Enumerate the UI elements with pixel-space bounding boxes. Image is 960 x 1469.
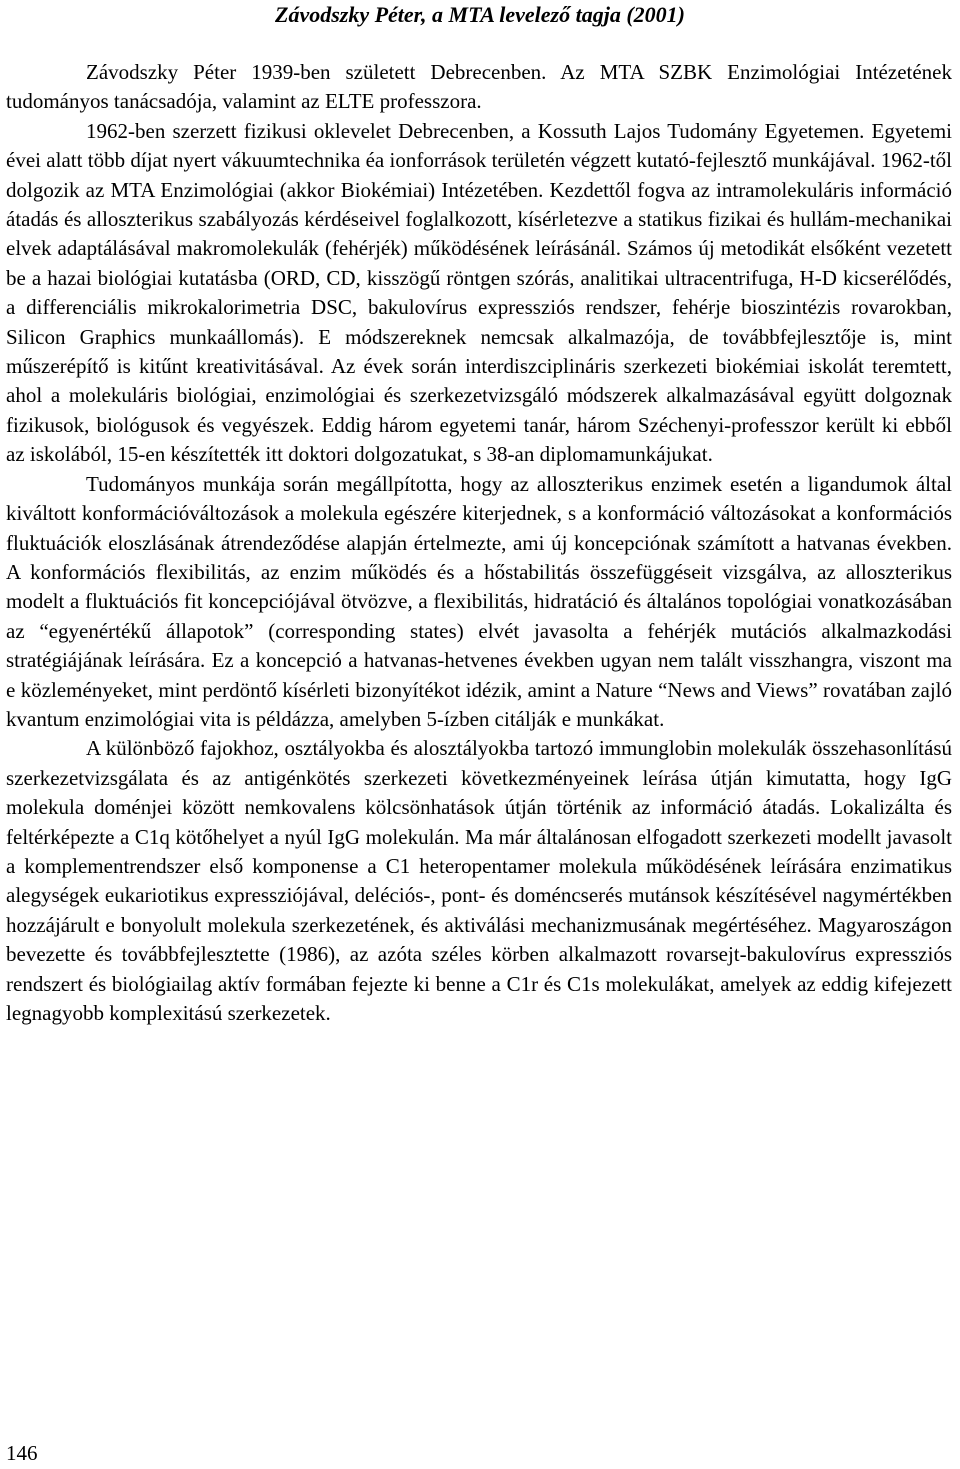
paragraph-research: Tudományos munkája során megállpította, hogy az alloszterikus enzimek esetén a ligandumok által kiváltott konformációváltozások a molekula egészére kiterjednek, s a konformáció változásokat a konformációs fluktuációk eloszlásának átrendeződése alapján értelmezte, ami új koncepciónak számított a hatvanas években. A konformációs flexibilitás, az enzim működés és a hőstabilitás összefüggéseit vizsgálva, az alloszterikus modelt a fluktuációs fit koncepciójával ötvözve, a flexibilitás, hidratáció és általános topológiai vonatkozásában az “egyenértékű állapotok” (corresponding states) elvét javasolta a fehérjék mutációs alkalmazkodási stratégiájának leírására. Ez a koncepció a hatvanas-hetvenes években ugyan nem talált visszhangra, viszont ma e közleményeket, mint perdöntő kísérleti bizonyítékot idézik, amint a Nature “News and Views” rovatában zajló kvantum enzimológiai vita is példázza, amelyben 5-ízben citálják e munkákat. [6,471,952,731]
paragraph-intro: Závodszky Péter 1939-ben született Debrecenben. Az MTA SZBK Enzimológiai Intézetének tudományos tanácsadója, valamint az ELTE professzora. [6,60,952,114]
document-title: Závodszky Péter, a MTA levelező tagja (2001) [275,2,685,27]
paragraph-career: 1962-ben szerzett fizikusi oklevelet Debrecenben, a Kossuth Lajos Tudomány Egyetemen. Egyetemi évei alatt több díjat nyert vákuumtechnika éa ionforrások területén végzett kutató-fejlesztő munkájával. 1962-től dolgozik az MTA Enzimológiai (akkor Biokémiai) Intézetében. Kezdettől fogva az intramolekuláris információ átadás és alloszterikus szabályozás kérdéseivel foglalkozott, kísérletezve a statikus fizikai és hullám-mechanikai elvek adaptálásával makromolekulák (fehérjék) működésének leírásánál. Számos új metodikát elsőként vezetett be a hazai biológiai kutatásba (ORD, CD, kisszögű röntgen szórás, analitikai ultracentrifuga, H-D kicserélődés, a differenciális mikrokalorimetria DSC, bakulovírus expressziós rendszer, fehérje bioszintézis rovarokban, Silicon Graphics munkaállomás). E módszereknek nemcsak alkalmazója, de továbbfejlesztője is, mint műszerépítő is kitűnt kreativitásával. Az évek során interdiszciplináris szerkezeti biokémiai iskolát teremtett, ahol a molekuláris biológiai, enzimológiai és szerkezetvizsgáló módszerek alkalmazásával együtt dolgoznak fizikusok, biológusok és vegyészek. Eddig három egyetemi tanár, három Széchenyi-professzor került ki ebből az iskolából, 15-en készítették itt doktori dolgozatukat, s 38-an diplomamunkájukat. [6,118,952,467]
document-body [6,58,952,1028]
paragraph-immunoglobulin: A különböző fajokhoz, osztályokba és alosztályokba tartozó immunglobin molekulák összehasonlítású szerkezetvizsgálata és az antigénkötés szerkezeti következményeinek leírása útján kimutatta, hogy IgG molekula doménjei között nemkovalens kölcsönhatások útján történik az információ átadás. Lokalizálta és feltérképezte a C1q kötőhelyet a nyúl IgG molekulán. Ma már általánosan elfogadott szerkezeti modellt javasolt a komplementrendszer első komponense a C1 heteropentamer molekula működésének leírására enzimatikus alegységek eukariotikus expressziójával, deléciós-, pont- és doméncserés mutánsok készítésével nagymértékben hozzájárult e bonyolult molekula szerkezetének, és aktiválási mechanizmusának megértéséhez. Magyaroszágon bevezette és továbbfejlesztette (1986), az azóta széles körben alkalmazott rovarsejt-bakulovírus expressziós rendszert és biológiailag aktív formában fejezte ki benne a C1r és C1s molekulákat, amelyek az eddig kifejezett legnagyobb komplexitású szerkezetek. [6,736,952,1025]
page-number: 146 [6,1441,38,1465]
